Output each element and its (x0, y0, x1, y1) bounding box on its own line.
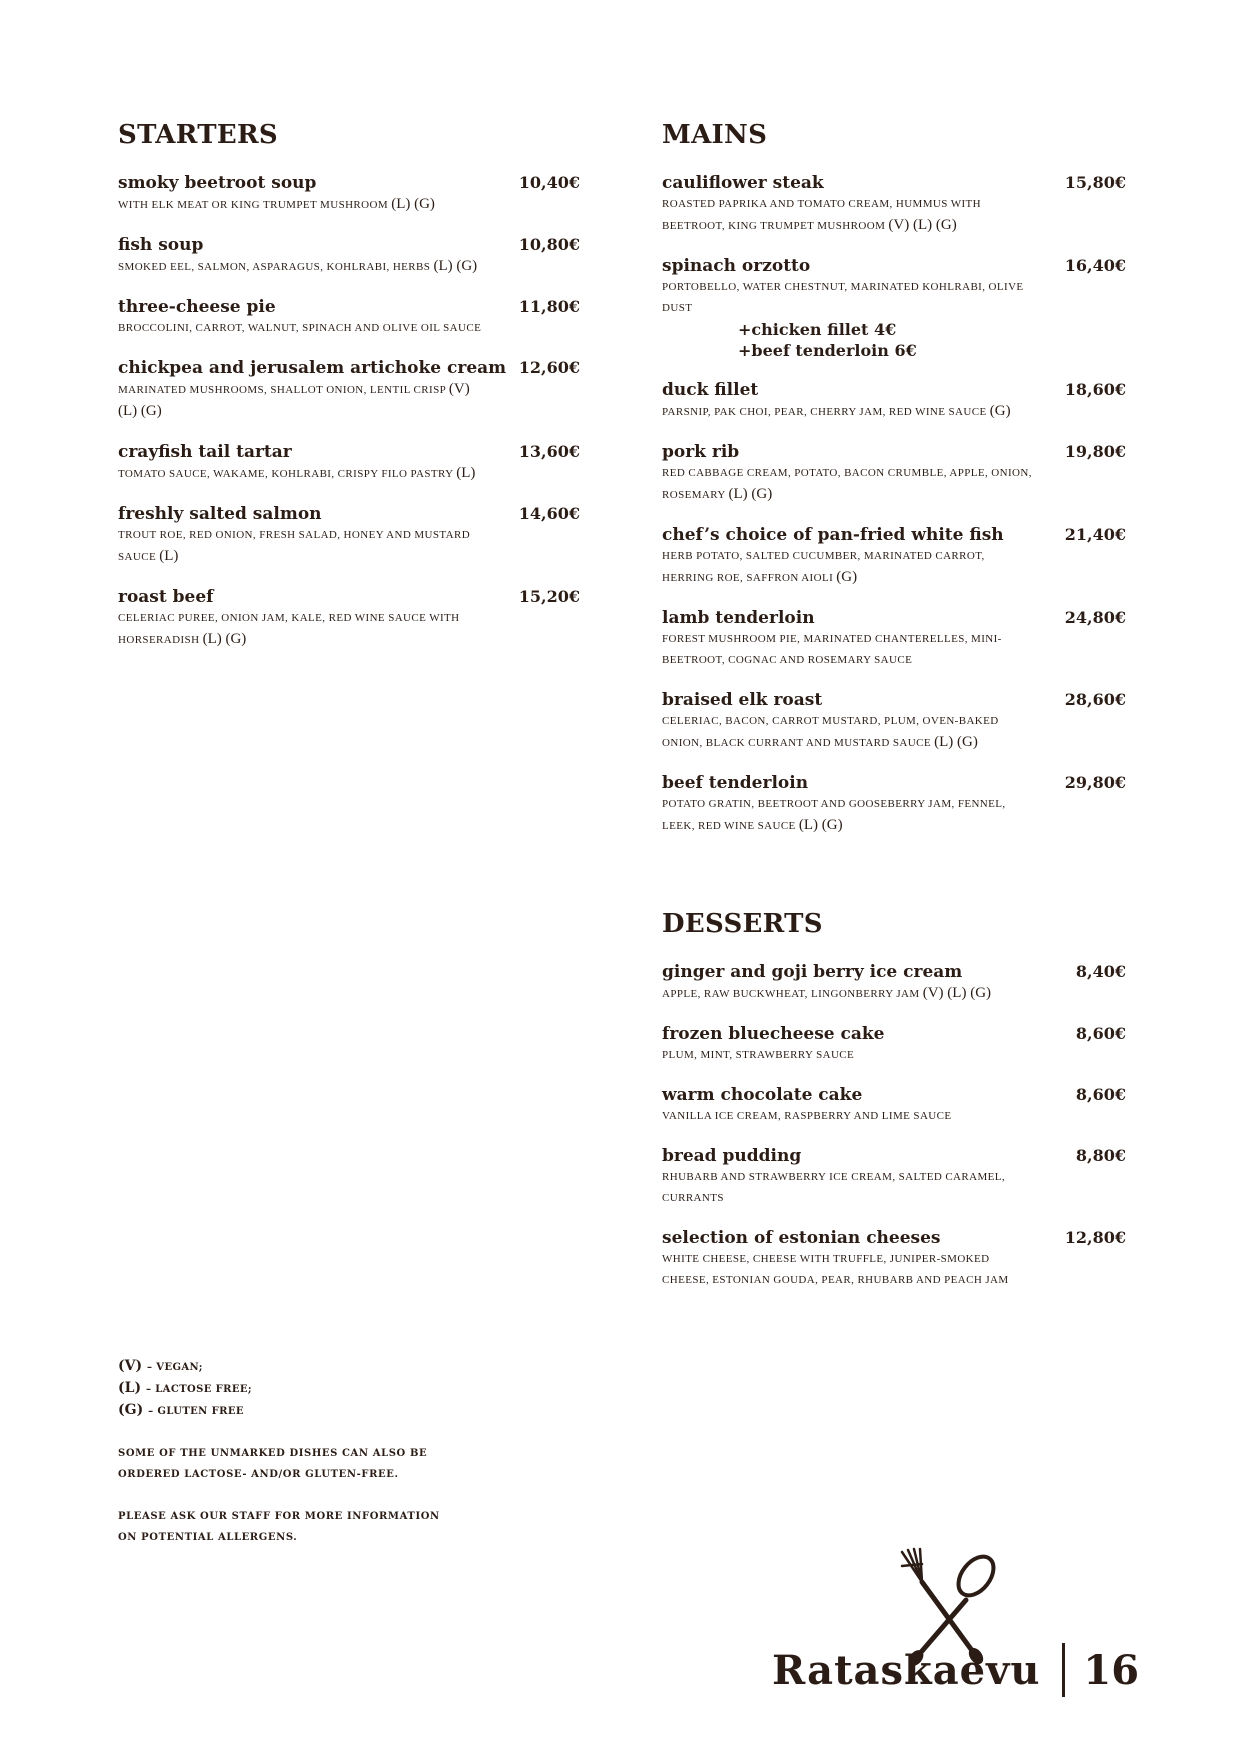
menu-item-price: 18,60€ (1064, 380, 1126, 399)
legend-code: (G) (118, 1402, 144, 1418)
menu-item-diet-tags: (G) (836, 569, 858, 585)
menu-item-diet-tags: (V) (L) (G) (922, 985, 992, 1001)
menu-item (662, 524, 1126, 589)
menu-item-name: frozen bluecheese cake (662, 1024, 885, 1044)
menu-item-description-text: VANILLA ICE CREAM, RASPBERRY AND LIME SAUCE (662, 1110, 952, 1122)
menu-item-description (118, 318, 490, 339)
menu-item-price: 24,80€ (1064, 608, 1126, 627)
legend-note-allergens: PLEASE ASK OUR STAFF FOR MORE INFORMATION ON POTENTIAL ALLERGENS. (118, 1511, 440, 1543)
menu-item (662, 172, 1126, 237)
menu-item-description (118, 379, 490, 423)
menu-item-description (662, 794, 1034, 837)
menu-item-price: 15,80€ (1064, 173, 1126, 192)
menu-item-diet-tags: (L) (G) (798, 817, 843, 833)
brand-footer (772, 1640, 1139, 1700)
menu-item-description-text: WHITE CHEESE, CHEESE WITH TRUFFLE, JUNIPER-SMOKED CHEESE, ESTONIAN GOUDA, PEAR, RHUBARB AND PEACH JAM (662, 1253, 1009, 1286)
menu-item-name: roast beef (118, 587, 214, 607)
menu-item-name: fish soup (118, 235, 204, 255)
menu-item-price: 10,80€ (518, 235, 580, 254)
menu-item-price: 11,80€ (518, 297, 580, 316)
menu-item-diet-tags: (L) (G) (728, 486, 773, 502)
menu-item-description-text: MARINATED MUSHROOMS, SHALLOT ONION, LENTIL CRISP (118, 384, 446, 396)
menu-item (662, 1227, 1126, 1291)
legend-line-gluten (118, 1400, 478, 1422)
menu-item-header (662, 961, 1126, 983)
menu-item-name: bread pudding (662, 1146, 802, 1166)
menu-item-diet-tags: (V) (L) (G) (118, 381, 470, 419)
menu-item-diet-tags: (L) (G) (934, 734, 978, 750)
legend-text: – GLUTEN FREE (148, 1406, 244, 1417)
menu-item-description (118, 525, 490, 568)
menu-item-header (662, 379, 1126, 401)
menu-item-extra: +beef tenderloin 6€ (738, 341, 917, 360)
menu-item-description-text: FOREST MUSHROOM PIE, MARINATED CHANTERELLES, MINI-BEETROOT, COGNAC AND ROSEMARY SAUCE (662, 633, 1002, 666)
menu-item-price: 19,80€ (1064, 442, 1126, 461)
menu-item-diet-tags: (L) (G) (433, 258, 478, 274)
brand-name: Rataskaevu (772, 1646, 1041, 1694)
menu-item-description-text: TOMATO SAUCE, WAKAME, KOHLRABI, CRISPY FILO PASTRY (118, 468, 454, 480)
menu-item-description (662, 983, 1034, 1005)
legend-code: (V) (118, 1358, 143, 1374)
menu-item-price: 28,60€ (1064, 690, 1126, 709)
menu-item (662, 1084, 1126, 1127)
menu-item (662, 689, 1126, 754)
menu-item-price: 21,40€ (1064, 525, 1126, 544)
legend-line-vegan (118, 1356, 478, 1378)
menu-item-diet-tags: (V) (L) (G) (888, 217, 957, 233)
menu-item-description-text: TROUT ROE, RED ONION, FRESH SALAD, HONEY AND MUSTARD SAUCE (118, 529, 471, 563)
menu-item-description (662, 711, 1034, 754)
menu-item-header (662, 1145, 1126, 1167)
menu-item-description-text: ROASTED PAPRIKA AND TOMATO CREAM, HUMMUS WITH BEETROOT, KING TRUMPET MUSHROOM (662, 198, 982, 232)
menu-item-name: freshly salted salmon (118, 504, 322, 524)
menu-item-diet-tags: (G) (989, 403, 1011, 419)
menu-item-name: braised elk roast (662, 690, 823, 710)
menu-item-price: 12,60€ (518, 358, 580, 377)
menu-item-description-text: SMOKED EEL, SALMON, ASPARAGUS, KOHLRABI, HERBS (118, 261, 431, 273)
menu-item-description-text: CELERIAC, BACON, CARROT MUSTARD, PLUM, OVEN-BAKED ONION, BLACK CURRANT AND MUSTARD SAUCE (662, 715, 999, 749)
menu-item (118, 441, 580, 485)
menu-item-description (662, 546, 1034, 589)
menu-item (118, 296, 580, 339)
menu-item-extra: +chicken fillet 4€ (738, 320, 897, 339)
menu-item (662, 961, 1126, 1005)
menu-item-header (118, 503, 580, 525)
menu-item-name: cauliflower steak (662, 173, 824, 193)
menu-item-description (662, 463, 1034, 506)
menu-item-price: 15,20€ (518, 587, 580, 606)
menu-item (662, 607, 1126, 671)
desserts-section (662, 909, 1126, 1291)
menu-item-header (118, 357, 580, 379)
menu-item-description (662, 401, 1034, 423)
starters-title: STARTERS (118, 120, 278, 150)
legend-text: – VEGAN; (147, 1362, 203, 1373)
menu-item-description-text: WITH ELK MEAT OR KING TRUMPET MUSHROOM (118, 199, 389, 211)
page-number: 16 (1083, 1646, 1140, 1694)
menu-item-name: ginger and goji berry ice cream (662, 962, 963, 982)
menu-item-price: 29,80€ (1064, 773, 1126, 792)
menu-item (662, 772, 1126, 837)
starters-list (118, 172, 580, 651)
menu-item-price: 8,60€ (1075, 1085, 1126, 1104)
menu-item-description-text: PLUM, MINT, STRAWBERRY SAUCE (662, 1049, 855, 1061)
menu-item (662, 1023, 1126, 1066)
menu-item-header (118, 441, 580, 463)
mains-title: MAINS (662, 120, 768, 150)
menu-item-description (662, 194, 1034, 237)
menu-item-price: 14,60€ (518, 504, 580, 523)
menu-item-description-text: RED CABBAGE CREAM, POTATO, BACON CRUMBLE, APPLE, ONION, ROSEMARY (662, 467, 1032, 501)
menu-item-description (662, 629, 1034, 671)
menu-item-price: 10,40€ (518, 173, 580, 192)
legend-line-lactose (118, 1378, 478, 1400)
menu-item-description (662, 1249, 1034, 1291)
menu-item-header (662, 772, 1126, 794)
menu-item-name: three-cheese pie (118, 297, 276, 317)
menu-item-description (662, 1106, 1034, 1127)
menu-item-header (118, 234, 580, 256)
menu-item-name: spinach orzotto (662, 256, 811, 276)
menu-item-diet-tags: (L) (456, 465, 476, 481)
menu-item-header (662, 1023, 1126, 1045)
menu-item-header (662, 1084, 1126, 1106)
mains-column (662, 120, 1126, 1309)
menu-item-description (118, 608, 490, 651)
menu-item-price: 13,60€ (518, 442, 580, 461)
menu-item-header (662, 255, 1126, 277)
menu-item-diet-tags: (L) (G) (391, 196, 435, 212)
menu-item-name: beef tenderloin (662, 773, 809, 793)
menu-item-description-text: HERB POTATO, SALTED CUCUMBER, MARINATED CARROT, HERRING ROE, SAFFRON AIOLI (662, 550, 985, 584)
starters-column (118, 120, 580, 669)
menu-item-name: warm chocolate cake (662, 1085, 863, 1105)
menu-item (662, 1145, 1126, 1209)
menu-item-name: smoky beetroot soup (118, 173, 317, 193)
menu-item-price: 8,80€ (1075, 1146, 1126, 1165)
menu-item-name: duck fillet (662, 380, 759, 400)
menu-item-header (118, 296, 580, 318)
menu-item-header (662, 172, 1126, 194)
legend-note-unmarked: SOME OF THE UNMARKED DISHES CAN ALSO BE ORDERED LACTOSE- AND/OR GLUTEN-FREE. (118, 1448, 428, 1480)
menu-item-header (118, 586, 580, 608)
legend-text: – LACTOSE FREE; (145, 1384, 253, 1395)
menu-item-diet-tags: (L) (159, 548, 179, 564)
menu-item (118, 503, 580, 568)
menu-item-header (662, 524, 1126, 546)
menu-item-name: pork rib (662, 442, 740, 462)
menu-item-description (662, 1167, 1034, 1209)
menu-item-name: selection of estonian cheeses (662, 1228, 941, 1248)
menu-item (118, 172, 580, 216)
legend-code: (L) (118, 1380, 142, 1396)
menu-item-header (662, 1227, 1126, 1249)
menu-item-description (662, 1045, 1034, 1066)
menu-item-description (118, 194, 490, 216)
brand-divider (1062, 1643, 1065, 1697)
allergen-legend (118, 1356, 478, 1548)
menu-item (118, 357, 580, 423)
menu-item (118, 586, 580, 651)
menu-item-description (662, 277, 1034, 319)
desserts-list (662, 961, 1126, 1291)
menu-item-price: 16,40€ (1064, 256, 1126, 275)
menu-item-price: 12,80€ (1064, 1228, 1126, 1247)
menu-item-description-text: RHUBARB AND STRAWBERRY ICE CREAM, SALTED CARAMEL, CURRANTS (662, 1171, 1006, 1204)
menu-item-description-text: BROCCOLINI, CARROT, WALNUT, SPINACH AND OLIVE OIL SAUCE (118, 322, 482, 334)
menu-item-header (662, 689, 1126, 711)
menu-item-description-text: PARSNIP, PAK CHOI, PEAR, CHERRY JAM, RED WINE SAUCE (662, 406, 987, 418)
menu-item-name: chickpea and jerusalem artichoke cream (118, 358, 507, 378)
menu-item-name: crayfish tail tartar (118, 442, 292, 462)
menu-item (662, 255, 1126, 361)
menu-item-description-text: PORTOBELLO, WATER CHESTNUT, MARINATED KOHLRABI, OLIVE DUST (662, 281, 1024, 314)
menu-item-price: 8,40€ (1075, 962, 1126, 981)
menu-item-header (662, 607, 1126, 629)
menu-item-description-text: POTATO GRATIN, BEETROOT AND GOOSEBERRY JAM, FENNEL, LEEK, RED WINE SAUCE (662, 798, 1006, 832)
menu-item-name: lamb tenderloin (662, 608, 815, 628)
menu-item (118, 234, 580, 278)
menu-item-description (118, 256, 490, 278)
menu-item-description (118, 463, 490, 485)
menu-item-header (118, 172, 580, 194)
desserts-title: DESSERTS (662, 909, 823, 939)
menu-item-price: 8,60€ (1075, 1024, 1126, 1043)
menu-item-diet-tags: (L) (G) (202, 631, 247, 647)
mains-list (662, 172, 1126, 837)
menu-item-name: chef’s choice of pan-fried white fish (662, 525, 1004, 545)
menu-item-header (662, 441, 1126, 463)
menu-item-description-text: APPLE, RAW BUCKWHEAT, LINGONBERRY JAM (662, 988, 920, 1000)
menu-item (662, 441, 1126, 506)
menu-item-description-text: CELERIAC PUREE, ONION JAM, KALE, RED WINE SAUCE WITH HORSERADISH (118, 612, 460, 646)
menu-item (662, 379, 1126, 423)
